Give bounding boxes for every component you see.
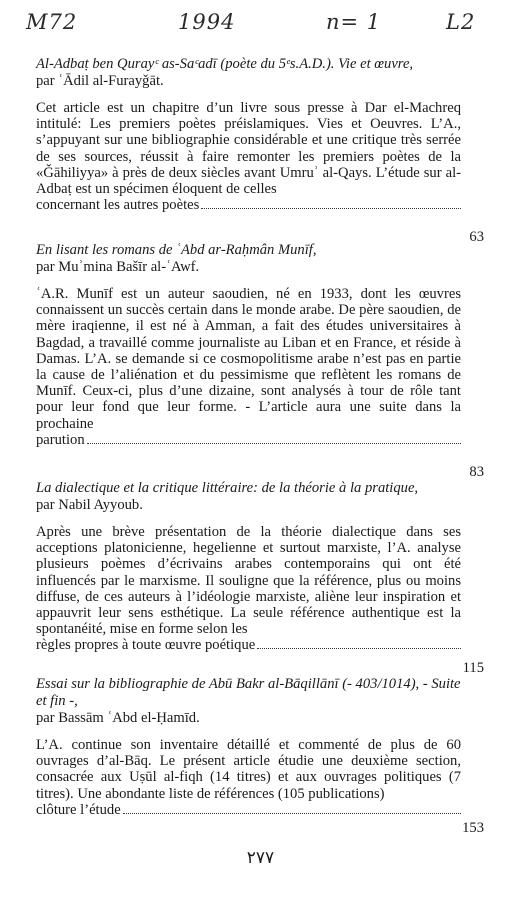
article-entry — [36, 242, 461, 448]
article-author: par Muʾmina Bašīr al-ʿAwf. — [36, 259, 200, 275]
summary-last-line: règles propres à toute œuvre poétique — [36, 637, 256, 654]
page-number: 63 — [469, 229, 484, 245]
summary-text: L’A. continue son inventaire détaillé et commenté de plus de 60 ouvrages d’al-Bāq. Le présent article étudie une deuxième section, consacrée aux Uṣūl al-fiqh (14 titres) et aux ouvrages politiques (7 titres). Une abondante liste de références (105 publications) — [36, 737, 461, 802]
page-number: 115 — [462, 660, 484, 676]
summary-text: Cet article est un chapitre d’un livre sous presse à Dar el-Machreq intitulé: Les premiers poètes préislamiques. Vies et Oeuvres. L’A., s’appuyant sur une bibliographie considérable et une critique très serrée de ses sources, réussit à faire remonter les premiers poètes de la «Ǧāhiliyya» à près de deux siècles avant Umruʾ al-Qays. L’étude sur al-Adbaṭ est un spécimen éloquent de celles — [36, 100, 461, 198]
article-summary — [36, 286, 461, 448]
handwritten-ref-d: L2 — [446, 10, 476, 34]
article-author: par Bassām ʿAbd el-Ḥamīd. — [36, 710, 200, 726]
handwritten-ref-b: 1994 — [178, 10, 236, 34]
article-summary — [36, 100, 461, 213]
leader-dots — [257, 647, 461, 649]
leader-dots — [87, 442, 461, 444]
page-number: 153 — [462, 820, 484, 836]
handwritten-ref-c: n= 1 — [326, 10, 382, 34]
article-summary — [36, 737, 461, 818]
article-entry — [36, 56, 461, 213]
handwritten-ref-a: M72 — [26, 10, 78, 34]
summary-last-line: concernant les autres poètes — [36, 197, 200, 214]
article-title: La dialectique et la critique littéraire: de la théorie à la pratique, — [36, 480, 419, 496]
leader-dots — [123, 812, 461, 814]
summary-text: Après une brève présentation de la théorie dialectique dans ses acceptions platonicienne, hegelienne et surtout marxiste, l’A. analyse plusieurs poèmes d’écrivains arabes contemporains qui ont été influencés par le marxisme. Il souligne que la référence, plus ou moins diffuse, de ces auteurs à l’idéologie marxiste, aliène leur inspiration et appauvrit leur sens esthétique. La seule référence authentique est la spontanéité, mise en forme selon les — [36, 524, 461, 638]
page-number: 83 — [469, 464, 484, 480]
article-title: Essai sur la bibliographie de Abū Bakr al-Bāqillānī (- 403/1014), - Suite et fin -, — [36, 676, 461, 709]
summary-text: ʿA.R. Munīf est un auteur saoudien, né en 1933, dont les œuvres connaissent un succès certain dans le monde arabe. De père saoudien, de mère iraqienne, il est né à Amman, a fait des études universitaires à Bagdad, a travaillé comme journaliste au Liban et en France, et réside à Damas. L’A. se demande si ce cosmopolitisme arabe n’est pas en partie la cause de l’aliénation et du pessimisme que reflètent les romans de Munīf. Ceux-ci, plus d’une dizaine, sont analysés à tour de rôle tant pour leur fond que leur forme. - L’article aura une suite dans la prochaine — [36, 286, 461, 432]
article-entry — [36, 676, 461, 818]
article-author: par ʿĀdil al-Furayǧāt. — [36, 73, 164, 89]
leader-dots — [201, 207, 461, 209]
folio-number: ٢٧٧ — [246, 848, 275, 867]
summary-last-line: parution — [36, 431, 85, 448]
article-title: En lisant les romans de ʿAbd ar-Raḥmân Munīf, — [36, 242, 317, 258]
article-entry — [36, 480, 461, 654]
article-author: par Nabil Ayyoub. — [36, 497, 143, 513]
summary-last-line: clôture l’étude — [36, 801, 121, 818]
article-summary — [36, 524, 461, 654]
article-title: Al-Adbaṭ ben Qurayᶜ as-Saᶜadī (poète du 5ᵉs.A.D.). Vie et œuvre, — [36, 56, 414, 72]
